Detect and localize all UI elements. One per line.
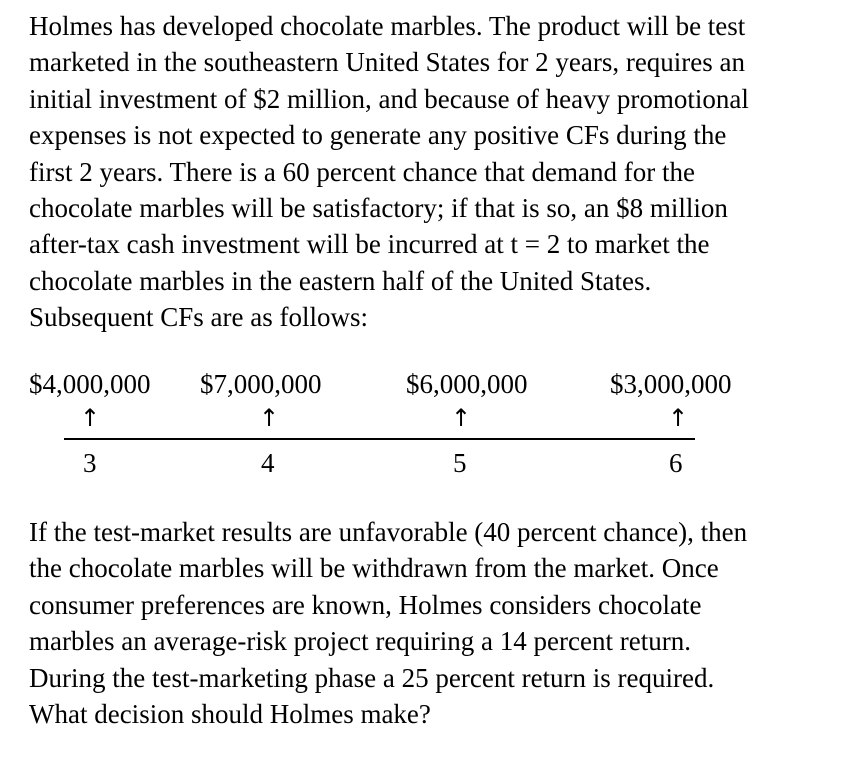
- text-line: Subsequent CFs are as follows:: [29, 302, 368, 333]
- text-line: If the test-market results are unfavorable (40 percent chance), then: [29, 517, 748, 547]
- cash-flow-amount-t3: $4,000,000: [29, 369, 151, 399]
- text-line: consumer preferences are known, Holmes considers chocolate: [29, 589, 702, 620]
- cash-flow-amount-t5: $6,000,000: [406, 369, 528, 399]
- text-line: marketed in the southeastern United States for 2 years, requires an: [29, 47, 746, 78]
- timeline-axis-line: [64, 438, 695, 440]
- up-arrow-icon: ↑: [259, 404, 280, 432]
- text-line: the chocolate marbles will be withdrawn from the market. Once: [29, 553, 719, 584]
- text-line: after-tax cash investment will be incurred at t = 2 to market the: [29, 229, 710, 260]
- text-line: chocolate marbles in the eastern half of the United States.: [29, 265, 652, 296]
- cash-flow-timeline: [0, 360, 860, 490]
- text-line: expenses is not expected to generate any positive CFs during the: [29, 120, 727, 151]
- text-line: During the test-marketing phase a 25 percent return is required.: [29, 662, 715, 693]
- text-line: initial investment of $2 million, and because of heavy promotional: [29, 83, 749, 114]
- text-line: chocolate marbles will be satisfactory; if that is so, an $8 million: [29, 193, 728, 224]
- up-arrow-icon: ↑: [80, 404, 101, 432]
- text-line: What decision should Holmes make?: [29, 699, 431, 730]
- problem-intro-paragraph: [29, 8, 860, 336]
- up-arrow-icon: ↑: [451, 404, 472, 432]
- cash-flow-amount-t6: $3,000,000: [610, 369, 732, 399]
- text-line: Holmes has developed chocolate marbles. The product will be test: [29, 11, 746, 41]
- period-label-t3: 3: [83, 448, 97, 478]
- cash-flow-amount-t4: $7,000,000: [200, 369, 322, 399]
- period-label-t4: 4: [261, 448, 275, 478]
- text-line: marbles an average-risk project requiring a 14 percent return.: [29, 626, 691, 657]
- problem-closing-paragraph: [29, 514, 860, 732]
- up-arrow-icon: ↑: [668, 404, 689, 432]
- period-label-t6: 6: [669, 448, 683, 478]
- period-label-t5: 5: [453, 448, 467, 478]
- text-line: first 2 years. There is a 60 percent chance that demand for the: [29, 156, 695, 187]
